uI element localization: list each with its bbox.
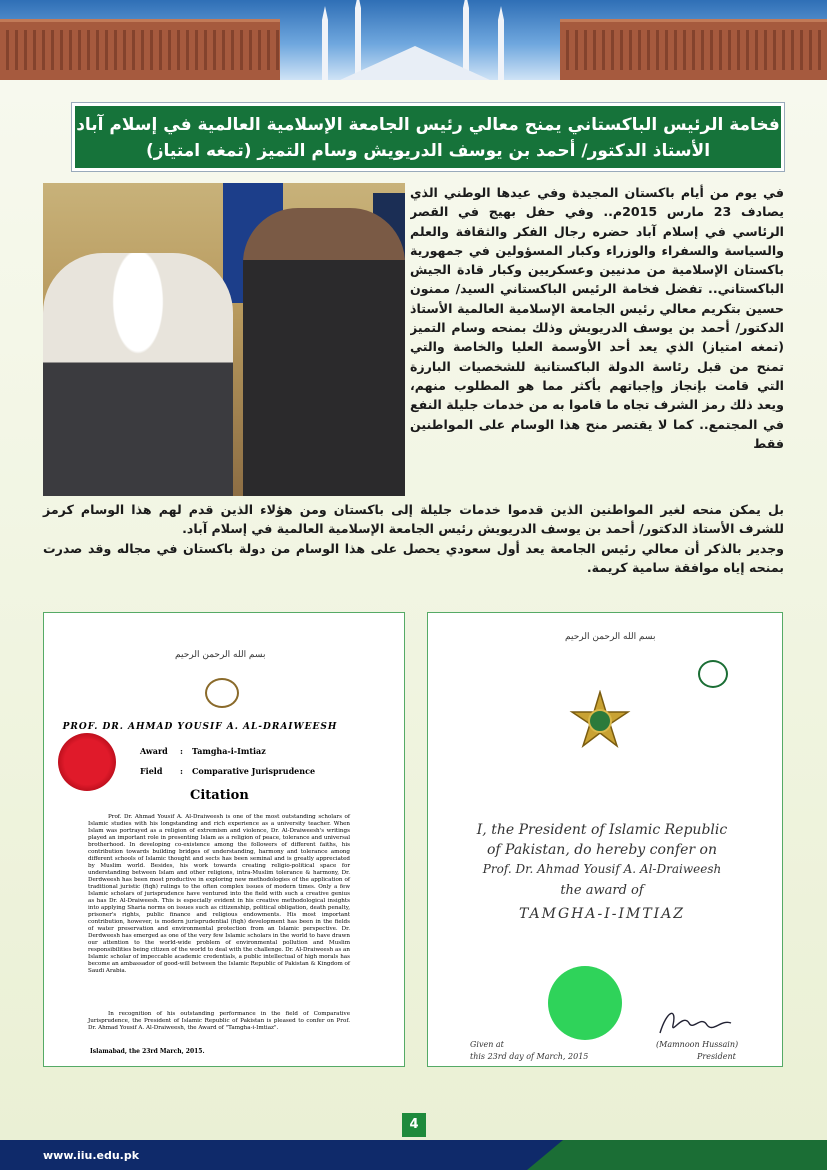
footer-accent xyxy=(527,1140,827,1170)
citation-body: Prof. Dr. Ahmad Yousif A. Al-Draiweesh is one of the most outstanding scholars of Islamic studies with his longstanding and rich experience as a university teacher. When Islam was portrayed as a religion of extremism and violence, Dr. Al-Draiweesh's writings played an important role in presenting Islam as a religion of peace, tolerance and universal brotherhood. In developing co-existence among the followers of different faiths, his contribution towards building bridges of understanding, harmony and tolerance among different schools of Islamic thought and sects has been seminal and is greatly appreciated by Muslim world. Besides, his work towards creating religio-political space for understanding between Islam and other religions, intra-Muslim tolerance & harmony, Dr. Derdweesh has been most productive in exploring new methodologies of the application of traditional juristic (fiqh) rulings to the often complex issues of modern times. Only a few Islamic scholars of jurisprudence have ventured into the field with such a creative genius as has Dr. Al-Draiweesh. This is especially evident in his creative methodological insights into applying Sharia norms on issues such as citizenship, political obligation, death penalty, prisoner's rights, public finance and religious endowments. His most important contribution, however, is modern jurisprudential (fiqh) development has been in the fields of water preservation and environmental protection from an Islamic perspective. Dr. Derdweesh has emerged as one of the very few Islamic scholars in the world to have drawn our attention to the world-wide problem of environmental pollution and Muslim responsibilities being citizen of the world to deal with the challenge. Dr. Al-Draiweesh as an Islamic scholar of impeccable academic credentials, a public intellectual of high morals has become an ambassador of good-will between the Islamic Republic of Pakistan & Kingdom of Saudi Arabia. xyxy=(88,814,350,974)
field-label: Field xyxy=(140,766,163,776)
given-date: this 23rd day of March, 2015 xyxy=(470,1052,589,1061)
citation-date: Islamabad, the 23rd March, 2015. xyxy=(90,1048,205,1055)
citation-heading: Citation xyxy=(190,788,249,803)
field-value: Comparative Jurisprudence xyxy=(192,766,316,776)
medal-icon xyxy=(568,690,632,754)
cert-line-2: of Pakistan, do hereby confer on xyxy=(486,842,717,858)
minaret xyxy=(355,8,361,80)
award-value: Tamgha-i-Imtiaz xyxy=(192,746,266,756)
bismillah-text: بسم الله الرحمن الرحيم xyxy=(565,632,656,642)
red-wax-seal xyxy=(58,733,116,791)
article-text-wrapped: في يوم من أيام باكستان المجيدة وفي عيدها الوطني الذي يصادف 23 مارس 2015م.. وفي حفل بهيج في القصر الرئاسي في إسلام آباد حضره رجال الفكر والثقافة والعلم والسياسة والسفراء والوزراء وكبار المسؤولين في جمهورية باكستان الإسلامية من مدنيين وعسكريين وكبار قادة الجيش الباكستاني.. تفضل فخامة الرئيس الباكستاني السيد/ ممنون حسين بتكريم معالي رئيس الجامعة الإسلامية العالمية الأستاذ الدكتور/ أحمد بن يوسف الدريويش وذلك بمنحه وسام التميز (تمغه امتياز) الذي يعد أحد الأوسمة العليا والخاصة والتي تمنح من قبل رئاسة الدولة الباكستانية للشخصيات البارزة التي قامت بإنجاز وإجباتهم بأكثر مما هو المطلوب منهم، ويعد ذلك رمز الشرف تجاه ما قاموا به من خدمات جليلة النفع في المجتمع.. كما لا يقتصر منح هذا الوسام على المواطنين فقط xyxy=(410,185,784,451)
signer-name: (Mamnoon Hussain) xyxy=(656,1040,739,1049)
bismillah-text: بسم الله الرحمن الرحيم xyxy=(175,650,266,660)
title-line-1: فخامة الرئيس الباكستاني يمنح معالي رئيس الجامعة الإسلامية العالمية في إسلام آباد xyxy=(76,115,780,135)
signature-icon xyxy=(655,1005,735,1039)
header-banner-image xyxy=(0,0,827,80)
award-label: Award xyxy=(140,746,168,756)
building-left xyxy=(0,19,280,80)
award-ceremony-photo xyxy=(43,183,405,496)
article-text-full: بل يمكن منحه لغير المواطنين الذين قدموا خدمات جليلة إلى باكستان ومن هؤلاء الذين قدم لهم هذا الوسام كرمز للشرف الأستاذ الدكتور/ أحمد بن يوسف الدريويش رئيس الجامعة الإسلامية العالمية في إسلام آباد. وجدير بالذكر أن معالي رئيس الجامعة يعد أول سعودي يحصل على هذا الوسام من دولة باكستان في مجاله وقد صدرت بمنحه إياه موافقة سامية كريمة. xyxy=(43,502,784,575)
crescent-emblem-icon xyxy=(698,660,728,688)
citation-closing: In recognition of his outstanding performance in the field of Comparative Jurisprudence, the President of Islamic Republic of Pakistan is pleased to confer on Prof. Dr. Ahmad Yousif A. Al-Draiweesh, the Award of "Tamgha-i-Imtiaz". xyxy=(88,1011,350,1031)
minaret xyxy=(322,20,328,80)
article-title xyxy=(72,103,784,171)
minaret xyxy=(498,20,504,80)
recipient-name: PROF. DR. AHMAD YOUSIF A. AL-DRAIWEESH xyxy=(62,722,338,732)
cert-line-1: I, the President of Islamic Republic xyxy=(476,822,728,838)
title-line-2: الأستاذ الدكتور/ أحمد بن يوسف الدريويش وسام التميز (تمغه امتياز) xyxy=(145,141,711,161)
crescent-emblem-icon xyxy=(205,678,239,708)
page-number: 4 xyxy=(402,1113,426,1137)
green-seal xyxy=(548,966,622,1040)
recipient-name: Prof. Dr. Ahmad Yousif A. Al-Draiweesh xyxy=(482,862,722,876)
signer-title: President xyxy=(697,1052,736,1061)
building-right xyxy=(560,19,827,80)
footer-url-link[interactable]: www.iiu.edu.pk xyxy=(43,1149,140,1162)
given-at-label: Given at xyxy=(470,1040,504,1049)
award-name: TAMGHA-I-IMTIAZ xyxy=(518,906,686,922)
cert-line-4: the award of xyxy=(560,883,644,898)
